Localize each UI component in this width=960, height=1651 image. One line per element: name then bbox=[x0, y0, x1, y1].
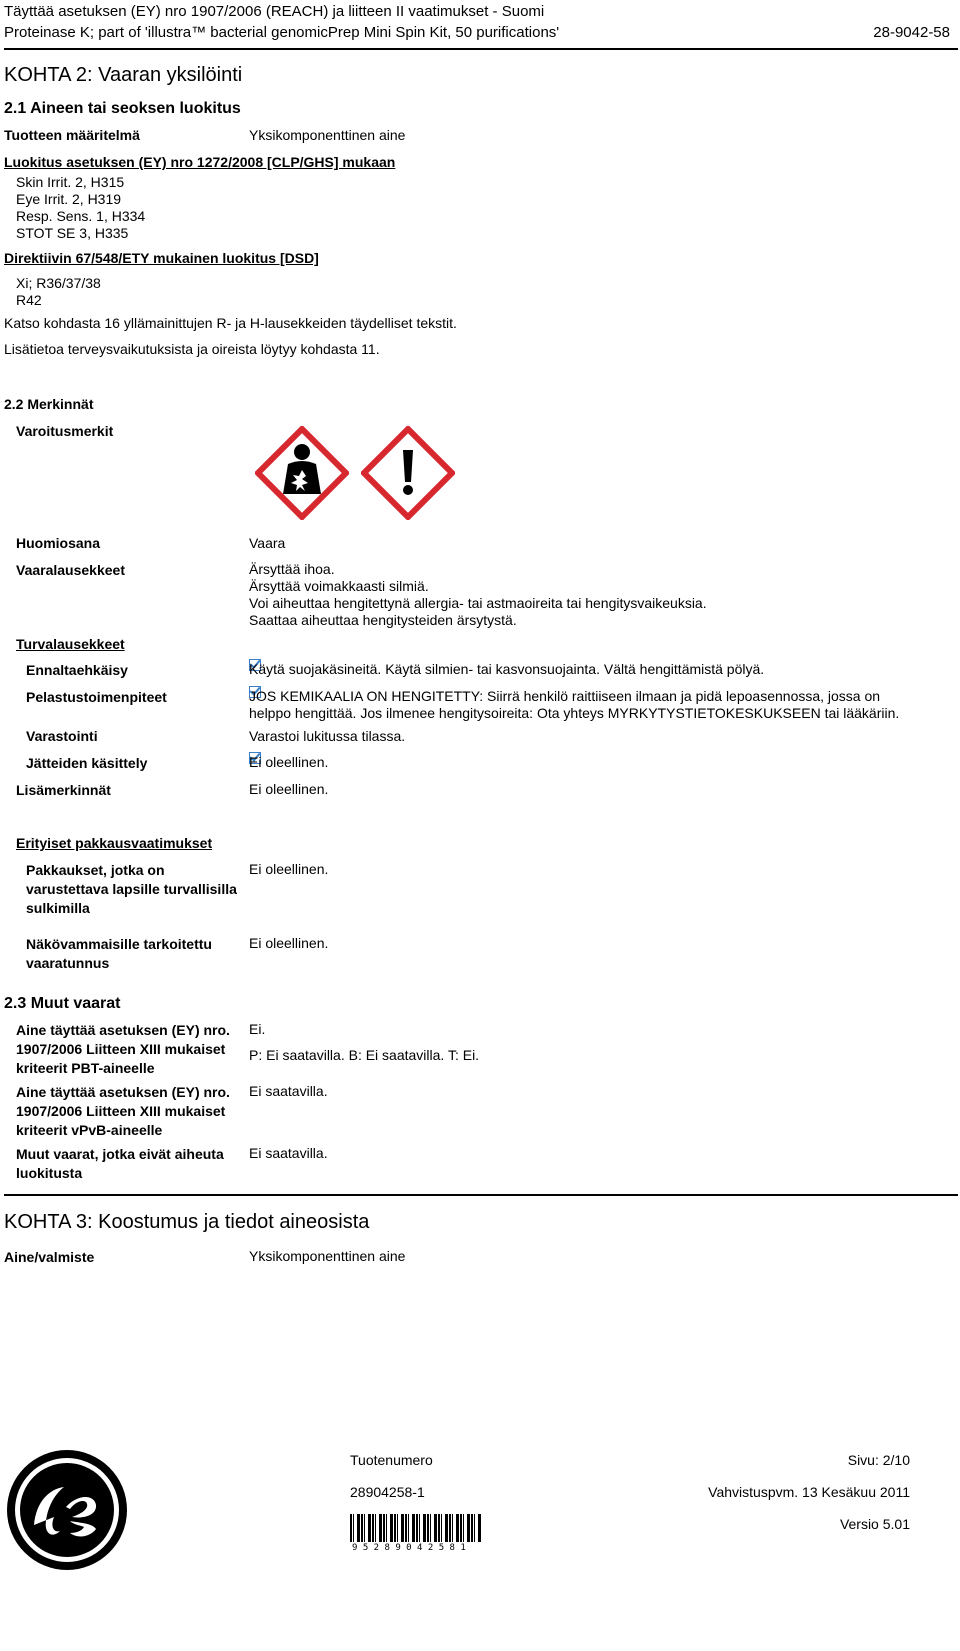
clp-item: Skin Irrit. 2, H315 bbox=[16, 174, 125, 190]
childproof-value: Ei oleellinen. bbox=[249, 861, 329, 877]
additional-value: Ei oleellinen. bbox=[249, 781, 329, 797]
hazard-statement: Saattaa aiheuttaa hengitysteiden ärsytystä. bbox=[249, 612, 517, 628]
page-number: Sivu: 2/10 bbox=[847, 1452, 910, 1468]
prevention-value: Käytä suojakäsineitä. Käytä silmien- tai kasvonsuojainta. Vältä hengittämistä pölyä. bbox=[249, 661, 765, 677]
response-value: JOS KEMIKAALIA ON HENGITETTY: Siirrä henkilö raittiiseen ilmaan ja pidä lepoasennossa, jossa on helppo hengittää. Jos ilmenee hengitysoireita: Ota yhteys MYRKYTYSTIETOKESKUKSEEN tai lääkäriin. bbox=[249, 688, 900, 721]
clp-item: Resp. Sens. 1, H334 bbox=[16, 208, 146, 224]
tactile-value: Ei oleellinen. bbox=[249, 935, 329, 951]
ge-logo-icon bbox=[4, 1447, 130, 1573]
definition-label: Tuotteen määritelmä bbox=[4, 127, 140, 143]
version: Versio 5.01 bbox=[839, 1516, 910, 1532]
substance-label: Aine/valmiste bbox=[4, 1249, 95, 1265]
vpvb-label: Aine täyttää asetuksen (EY) nro. 1907/2006 Liitteen XIII mukaiset kriteerit vPvB-aineelle bbox=[16, 1084, 230, 1138]
note-health: Lisätietoa terveysvaikutuksista ja oireista löytyy kohdasta 11. bbox=[4, 341, 380, 357]
dsd-title: Direktiivin 67/548/ETY mukainen luokitus [DSD] bbox=[4, 250, 319, 266]
header-divider bbox=[4, 48, 958, 50]
hazard-statement: Voi aiheuttaa hengitettynä allergia- tai astmaoireita tai hengitysvaikeuksia. bbox=[249, 595, 707, 611]
childproof-label: Pakkaukset, jotka on varustettava lapsille turvallisilla sulkimilla bbox=[26, 862, 237, 916]
disposal-label: Jätteiden käsittely bbox=[26, 755, 148, 771]
pbt-label: Aine täyttää asetuksen (EY) nro. 1907/2006 Liitteen XIII mukaiset kriteerit PBT-aineelle bbox=[16, 1022, 230, 1076]
packaging-title: Erityiset pakkausvaatimukset bbox=[16, 835, 213, 851]
response-label: Pelastustoimenpiteet bbox=[26, 689, 167, 705]
signal-word-value: Vaara bbox=[249, 535, 286, 551]
pbt-value: Ei. bbox=[249, 1021, 266, 1037]
note-r-h: Katso kohdasta 16 yllämainittujen R- ja H-lausekkeiden täydelliset tekstit. bbox=[4, 315, 457, 331]
s23-title: 2.3 Muut vaarat bbox=[4, 995, 121, 1012]
storage-value: Varastoi lukitussa tilassa. bbox=[249, 728, 406, 744]
signal-word-label: Huomiosana bbox=[16, 535, 101, 551]
product-name: Proteinase K; part of 'illustra™ bacterial genomicPrep Mini Spin Kit, 50 purifications' bbox=[4, 24, 560, 41]
dsd-item: R42 bbox=[16, 292, 42, 308]
s22-title: 2.2 Merkinnät bbox=[4, 396, 94, 412]
clp-item: Eye Irrit. 2, H319 bbox=[16, 191, 122, 207]
hazard-statements-label: Vaaralausekkeet bbox=[16, 562, 125, 578]
validation-date: Vahvistuspvm. 13 Kesäkuu 2011 bbox=[708, 1484, 910, 1500]
exclamation-mark-icon bbox=[361, 426, 455, 520]
vpvb-value: Ei saatavilla. bbox=[249, 1083, 328, 1099]
clp-item: STOT SE 3, H335 bbox=[16, 225, 129, 241]
storage-label: Varastointi bbox=[26, 728, 98, 744]
substance-value: Yksikomponenttinen aine bbox=[249, 1248, 406, 1264]
pbt-detail: P: Ei saatavilla. B: Ei saatavilla. T: Ei. bbox=[249, 1047, 480, 1063]
dsd-item: Xi; R36/37/38 bbox=[16, 275, 101, 291]
other-hazards-label: Muut vaarat, jotka eivät aiheuta luokitusta bbox=[16, 1146, 224, 1181]
precautionary-title: Turvalausekkeet bbox=[16, 636, 125, 652]
other-hazards-value: Ei saatavilla. bbox=[249, 1145, 328, 1161]
section3-title: KOHTA 3: Koostumus ja tiedot aineosista bbox=[4, 1211, 370, 1233]
tactile-label: Näkövammaisille tarkoitettu vaaratunnus bbox=[26, 936, 212, 971]
s21-title: 2.1 Aineen tai seoksen luokitus bbox=[4, 100, 241, 117]
product-code: 28-9042-58 bbox=[873, 24, 950, 41]
product-number: 28904258-1 bbox=[350, 1484, 425, 1500]
section-divider bbox=[4, 1194, 958, 1196]
hazard-statement: Ärsyttää ihoa. bbox=[249, 561, 335, 577]
definition-value: Yksikomponenttinen aine bbox=[249, 127, 406, 143]
additional-label: Lisämerkinnät bbox=[16, 782, 111, 798]
health-hazard-icon bbox=[255, 426, 349, 520]
hazard-statement: Ärsyttää voimakkaasti silmiä. bbox=[249, 578, 429, 594]
product-number-label: Tuotenumero bbox=[350, 1452, 433, 1468]
barcode bbox=[350, 1514, 482, 1542]
clp-title: Luokitus asetuksen (EY) nro 1272/2008 [CLP/GHS] mukaan bbox=[4, 154, 396, 170]
prevention-label: Ennaltaehkäisy bbox=[26, 662, 128, 678]
document-title: Täyttää asetuksen (EY) nro 1907/2006 (REACH) ja liitteen II vaatimukset - Suomi bbox=[4, 3, 545, 20]
section2-title: KOHTA 2: Vaaran yksilöinti bbox=[4, 64, 243, 86]
disposal-value: Ei oleellinen. bbox=[249, 754, 329, 770]
barcode-digits: 9 5 2 8 9 0 4 2 5 8 1 bbox=[352, 1543, 466, 1553]
pictograms-label: Varoitusmerkit bbox=[16, 423, 114, 439]
